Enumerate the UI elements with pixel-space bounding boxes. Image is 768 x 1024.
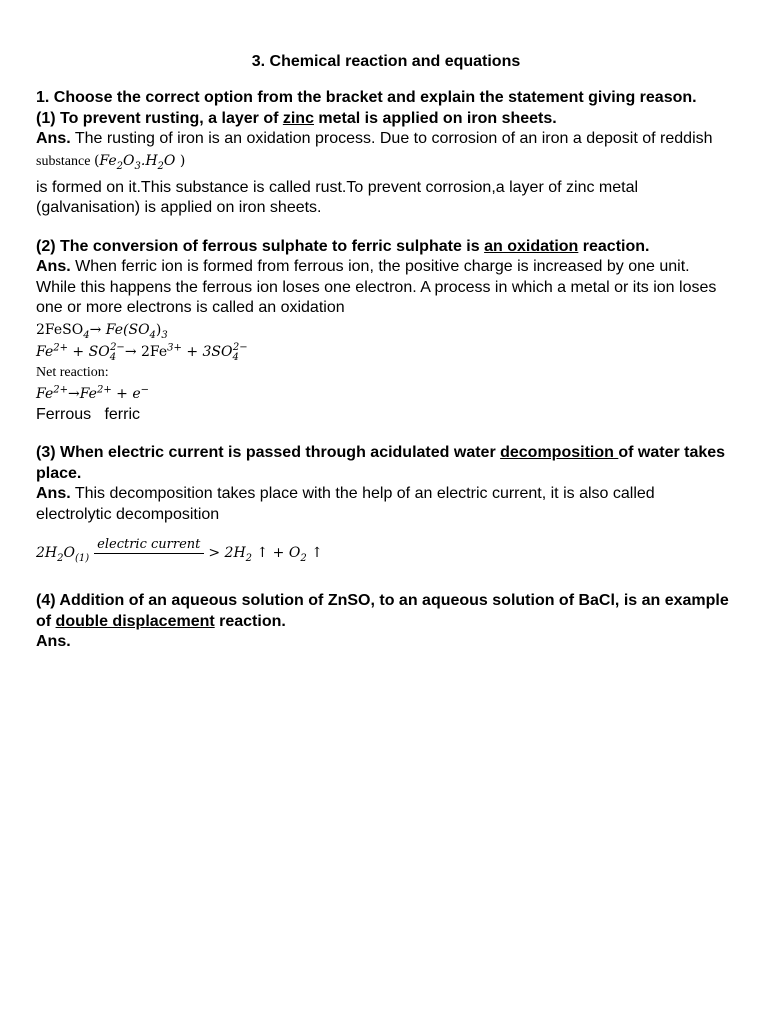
sub-question-1-answer: zinc [282,109,314,127]
rust-formula: ($Fe_2O_3.H_2O$ ) [93,152,186,172]
answer-2-text: When ferric ion is formed from ferrous ion, the positive charge is increased by one unit. [70,258,690,275]
question-1-heading: 1. Choose the correct option from the bracket and explain the statement giving reason. [36,89,697,106]
ans-label: Ans. [36,633,71,650]
net-reaction-label: Net reaction: [36,364,109,380]
document-page [36,52,736,653]
sub-question-2-text: (2) The conversion of ferrous sulphate to ferric sulphate is [36,237,485,255]
sub-question-1-text: (1) To prevent rusting, a layer of [36,109,283,127]
electrolysis-products: > $2H_2$ ↑ + $O_2$ ↑ [208,545,323,564]
equation-ionic: $Fe^{2+} + SO_4^{2-}\to 2Fe^{3+} + 3SO_4^{2-}$ [36,341,248,363]
sub-question-1 [36,109,736,130]
answer-1-line-1 [36,129,736,150]
sub-question-3-text-end: of water takes [618,444,726,461]
ans-label: Ans. [36,130,71,147]
answer-1-formula-line [36,150,736,172]
answer-2-line-2: While this happens the ferrous ion loses one electron. A process in which a metal or its ion loses [36,278,717,296]
sub-question-4-answer: double displacement [55,612,215,630]
electrolysis-arrow [91,537,206,561]
sub-question-2-text-end: reaction. [578,237,650,255]
sub-question-2-answer: an oxidation [484,237,579,255]
arrow-label: electric current [97,537,201,552]
ferrous-ferric-labels: Ferrous ferric [36,405,141,423]
sub-question-4-line-2: of double displacement reaction. [36,612,286,630]
answer-1-line-2: is formed on it.This substance is called rust.To prevent corrosion,a layer of zinc metal [36,178,639,196]
answer-1-text: The rusting of iron is an oxidation process. Due to corrosion of an iron a deposit of reddish [70,130,713,147]
answer-3-line-2: electrolytic decomposition [36,505,220,523]
sub-question-3-line-2: place. [36,464,82,482]
ans-label: Ans. [36,485,71,502]
equation-electrolysis [36,525,736,564]
sub-question-1-text-end: metal is applied on iron sheets. [313,109,557,127]
sub-question-3-answer: decomposition [500,444,619,461]
page-title: 3. Chemical reaction and equations [251,53,521,70]
sub-question-3-text: (3) When electric current is passed through acidulated water [36,444,501,461]
ans-label: Ans. [36,258,71,275]
answer-1-line-3: (galvanisation) is applied on iron sheets. [36,199,322,216]
sub-question-4-line-1: (4) Addition of an aqueous solution of ZnSO, to an aqueous solution of BaCl, is an example [36,592,729,609]
equation-sulphate: 2FeSO$_4$→ $Fe(SO_4)_3$ [36,321,168,341]
electrolysis-reactant: $2H_2O_{(1)}$ [36,545,90,564]
substance-word: substance [36,153,94,169]
answer-2-line-3: one or more electrons is called an oxidation [36,299,345,316]
answer-3-text: This decomposition takes place with the help of an electric current, it is also called [70,485,655,502]
equation-net: $Fe^{2+}\to Fe^{2+} + e^-$ [36,383,150,402]
answer-2-line-1 [36,257,736,278]
sub-question-3 [36,443,736,464]
answer-3-line-1 [36,484,736,505]
sub-question-2 [36,237,736,258]
